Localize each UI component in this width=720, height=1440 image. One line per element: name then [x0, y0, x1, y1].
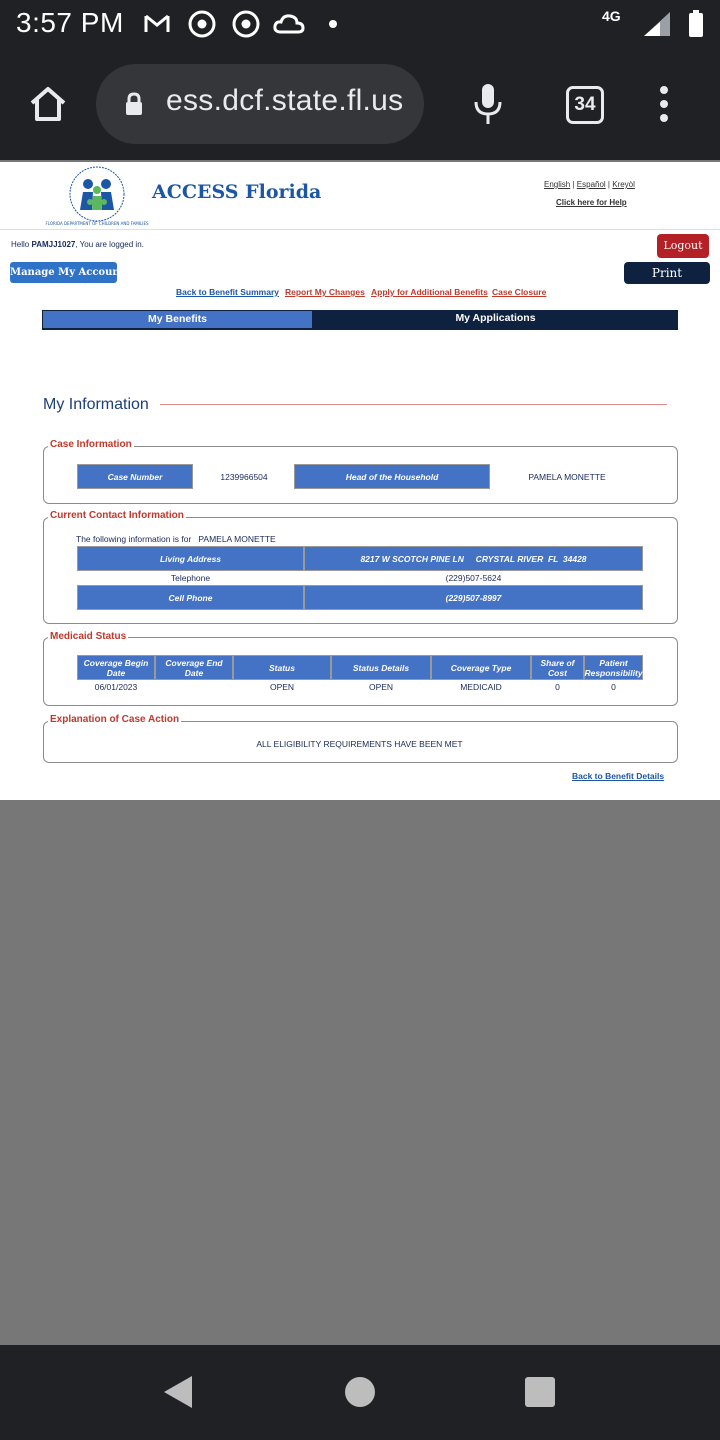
contact-person: PAMELA MONETTE: [198, 534, 276, 544]
print-button[interactable]: Print: [624, 262, 710, 284]
home-icon[interactable]: [28, 84, 68, 124]
help-link[interactable]: Click here for Help: [556, 198, 627, 207]
tab-my-applications[interactable]: My Applications: [313, 310, 678, 330]
cell-patient-responsibility: 0: [611, 682, 616, 692]
more-options-icon[interactable]: [654, 84, 674, 124]
col-patient-responsibility: Patient Responsibility: [584, 655, 643, 680]
living-address-value: 8217 W SCOTCH PINE LN CRYSTAL RIVER FL 34428: [304, 546, 643, 571]
case-action-legend: Explanation of Case Action: [50, 714, 180, 725]
case-closure-link[interactable]: Case Closure: [492, 287, 547, 297]
cell-status: OPEN: [269, 682, 295, 692]
tab-my-benefits[interactable]: My Benefits: [42, 310, 313, 330]
apply-additional-link[interactable]: Apply for Additional Benefits: [371, 287, 488, 297]
back-to-details-link[interactable]: Back to Benefit Details: [572, 771, 665, 781]
greeting-prefix: Hello: [11, 240, 30, 249]
lang-espanol[interactable]: Español: [576, 180, 606, 189]
greeting: [11, 240, 144, 249]
col-coverage-end: Coverage End Date: [155, 655, 233, 680]
col-status-details: Status Details: [331, 655, 431, 680]
contact-intro: [76, 534, 276, 544]
col-coverage-begin: Coverage Begin Date: [77, 655, 155, 680]
network-type: 4G: [602, 8, 621, 24]
report-changes-link[interactable]: Report My Changes: [285, 287, 365, 297]
case-action-text: ALL ELIGIBILITY REQUIREMENTS HAVE BEEN MET: [256, 739, 463, 749]
col-status: Status: [233, 655, 331, 680]
home-nav-icon[interactable]: [344, 1376, 376, 1408]
col-coverage-type: Coverage Type: [431, 655, 531, 680]
logout-button[interactable]: Logout: [657, 234, 709, 258]
status-time: 3:57 PM: [16, 7, 124, 38]
head-of-household-label: Head of the Household: [294, 464, 490, 489]
back-to-summary-link[interactable]: Back to Benefit Summary: [176, 287, 279, 297]
url-text: ess.dcf.state.fl.us: [166, 84, 404, 117]
cell-phone-value: (229)507-8997: [304, 585, 643, 610]
cell-share-of-cost: 0: [555, 682, 560, 692]
medicaid-status-legend: Medicaid Status: [50, 631, 127, 642]
cell-status-details: OPEN: [368, 682, 394, 692]
logo-text: FLORIDA DEPARTMENT OF CHILDREN AND FAMILIES: [45, 221, 149, 226]
chrome-icon: [232, 10, 260, 38]
case-information-legend: Case Information: [50, 439, 132, 450]
title-rule: [160, 404, 667, 405]
back-icon[interactable]: [162, 1374, 194, 1410]
col-share-of-cost: Share of Cost: [531, 655, 584, 680]
signal-icon: [642, 10, 672, 38]
cell-coverage-begin: 06/01/2023: [94, 682, 138, 692]
case-number-value: 1239966504: [220, 472, 268, 482]
header-divider: [0, 229, 720, 230]
language-selector: English | Español | Kreyòl: [544, 180, 635, 189]
tab-switcher-button[interactable]: 34: [566, 86, 604, 124]
site-title: ACCESS Florida: [152, 181, 322, 203]
cell-phone-label: Cell Phone: [77, 585, 304, 610]
gmail-icon: [143, 10, 171, 38]
manage-account-button[interactable]: Manage My Account: [10, 262, 117, 283]
status-bar: [0, 0, 720, 50]
telephone-value: (229)507-5624: [445, 573, 502, 583]
microphone-icon[interactable]: [472, 82, 504, 126]
page-title: My Information: [43, 396, 149, 413]
cell-coverage-type: MEDICAID: [460, 682, 502, 692]
contact-information-legend: Current Contact Information: [50, 510, 184, 521]
lock-icon[interactable]: [124, 92, 144, 116]
cloud-icon: [272, 10, 306, 38]
username: PAMJJ1027: [31, 240, 76, 249]
lang-english[interactable]: English: [544, 180, 571, 189]
head-of-household-value: PAMELA MONETTE: [528, 472, 606, 482]
chrome-icon: [188, 10, 216, 38]
dcf-logo: [45, 164, 149, 228]
living-address-label: Living Address: [77, 546, 304, 571]
contact-intro-text: The following information is for: [76, 534, 192, 544]
page-empty-area: [0, 800, 720, 1345]
address-bar[interactable]: [96, 64, 424, 144]
notification-dot-icon: [328, 19, 338, 29]
case-number-label: Case Number: [77, 464, 193, 489]
battery-icon: [688, 10, 704, 38]
recents-icon[interactable]: [524, 1376, 556, 1408]
lang-kreyol[interactable]: Kreyòl: [612, 180, 635, 189]
telephone-label: Telephone: [170, 573, 211, 583]
greeting-suffix: , You are logged in.: [75, 240, 144, 249]
